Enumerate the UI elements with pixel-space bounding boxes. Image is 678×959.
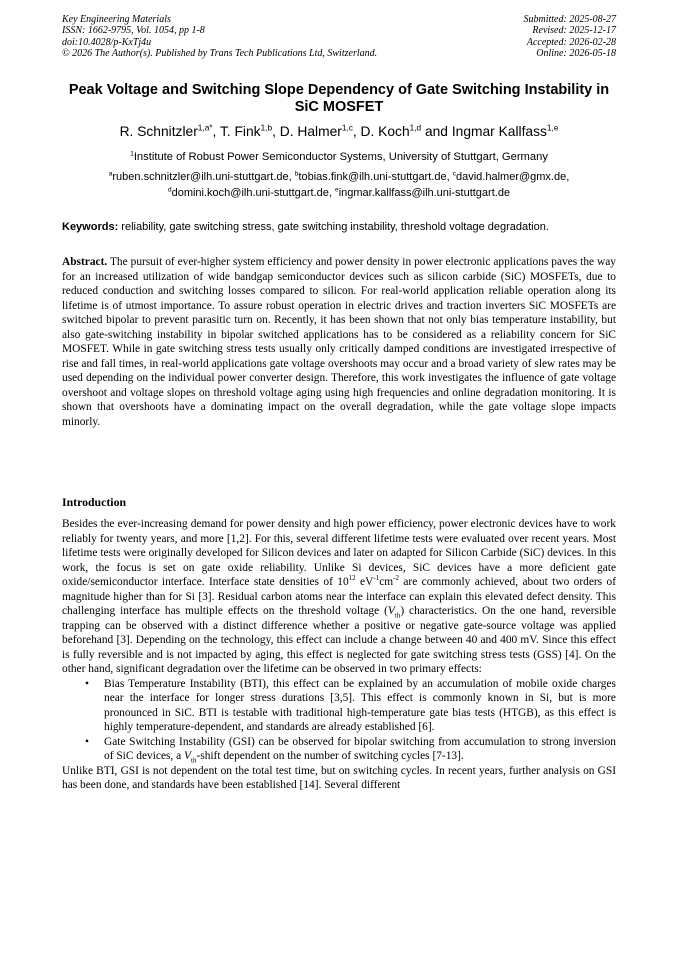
email-line: $^a$ruben.schnitzler@ilh.uni-stuttgart.de, $^b$tobias.fink@ilh.uni-stuttgart.de, $^c$david.halmer@gmx.de,: [108, 170, 570, 183]
journal-doi[interactable]: doi:10.4028/p-KxTj4u: [62, 36, 152, 48]
author-separator: ,: [272, 124, 280, 139]
list-item: [85, 677, 616, 735]
journal-copyright: © 2026 The Author(s). Published by Trans Tech Publications Ltd, Switzerland.: [62, 48, 378, 60]
introduction-body: [62, 517, 616, 793]
section-heading-introduction: Introduction: [62, 495, 127, 509]
publication-dates: [524, 14, 617, 60]
date-submitted: Submitted: 2025-08-27: [523, 14, 616, 25]
paragraph-text: Besides the ever-increasing demand for power density and high power efficiency, power electronic devices have to work reliably for twenty years, and more [1,2]. For this, several different lifetime tests were evaluated over recent years. Most lifetime tests were originally developed for Silicon devices and later on adapted for Silicon Carbide (SiC) devices. In this work, the focus is set on gate oxide reliability. Unlike Si devices, SiC devices have a more deficient gate oxide/semiconductor interface. Interface state densities of 10: [62, 518, 616, 588]
bullet-icon: •: [85, 735, 89, 748]
list-item: [85, 735, 616, 765]
abstract: [62, 255, 616, 429]
paragraph: [62, 517, 616, 677]
affiliation: [62, 150, 616, 164]
paper-title: Peak Voltage and Switching Slope Dependency of Gate Switching Instability in SiC MOSFET: [68, 82, 610, 115]
author-list: [40, 124, 638, 140]
author-separator: ,: [212, 124, 220, 139]
bullet-list: [62, 677, 616, 764]
author-separator: ,: [352, 124, 361, 139]
list-item-text: Gate Switching Instability (GSI) can be observed for bipolar switching from accumulation to strong inversion of SiC devices, a: [104, 735, 616, 762]
author-name: D. Halmer: [279, 124, 342, 139]
journal-name: Key Engineering Materials: [62, 14, 171, 25]
author-name: T. Fink: [219, 124, 261, 139]
keywords-label: Keywords:: [62, 221, 119, 233]
author-separator: and: [421, 124, 452, 139]
email-marker: a: [108, 170, 113, 178]
author-name: R. Schnitzler: [119, 124, 198, 139]
keywords: [62, 220, 622, 234]
date-online: Online: 2026-05-18: [536, 48, 616, 60]
list-item-text: -shift dependent on the number of switching cycles [7-13].: [196, 750, 464, 762]
author-name: Ingmar Kallfass: [451, 124, 547, 139]
author-affiliation-marker: 1,b: [260, 123, 273, 133]
subscript: th: [394, 611, 401, 620]
author-affiliation-marker: 1,c: [341, 123, 353, 133]
affiliation-text: Institute of Robust Power Semiconductor Systems, University of Stuttgart, Germany: [133, 151, 548, 163]
email-address[interactable]: tobias.fink@ilh.uni-stuttgart.de: [298, 171, 447, 183]
email-marker: b: [294, 170, 299, 178]
author-name: D. Koch: [360, 124, 410, 139]
superscript: -2: [393, 574, 399, 583]
email-line: $^d$domini.koch@ilh.uni-stuttgart.de, $^e$ingmar.kallfass@ilh.uni-stuttgart.de: [167, 185, 511, 199]
paragraph-text: eV: [355, 576, 374, 588]
email-marker: d: [167, 185, 172, 193]
paragraph: Unlike BTI, GSI is not dependent on the total test time, but on switching cycles. In recent years, further analysis on GSI has been done, and standards have been established [14]. Several different: [62, 764, 616, 791]
author-affiliation-marker: 1,a*: [197, 123, 213, 133]
list-item-text: Bias Temperature Instability (BTI), this effect can be explained by an accumulation of mobile oxide charges near the interface for longer stress durations [3,5]. This effect is commonly known in Si, but is more pronounced in SiC. BTI is testable with traditional high-temperature gate bias tests (HTGB), as this effect is highly temperature-dependent, and standards are already established [6].: [104, 677, 616, 733]
email-address[interactable]: david.halmer@gmx.de: [456, 171, 567, 183]
bullet-icon: •: [85, 677, 89, 690]
paragraph-text: are commonly achieved, about two orders of magnitude higher than for Si [3]. Residual carbon atoms near the interface can explain this elevated defect density. This challenging interface has multiple effects on the threshold voltage (: [62, 576, 617, 617]
affiliation-marker: 1: [130, 150, 134, 158]
email-list: [62, 170, 616, 201]
email-address[interactable]: domini.koch@ilh.uni-stuttgart.de: [171, 186, 329, 199]
email-address[interactable]: ruben.schnitzler@ilh.uni-stuttgart.de: [112, 171, 289, 183]
paragraph-text: ) characteristics. On the one hand, reversible trapping can be observed with a distinct difference whether a positive or negative gate-source voltage was applied beforehand [3]. Depending on the technology, this effect can include a change between 40 and 400 mV. Since this effect is fully reversible and is not impacted by aging, this effect is neglected for gate switching stress tests (GSS) [4]. On the other hand, significant degradation over the lifetime can be observed in two primary effects:: [62, 605, 617, 675]
superscript: -1: [373, 574, 380, 583]
abstract-text: The pursuit of ever-higher system efficiency and power density in power electronic applications paves the way for an increased utilization of wide bandgap semiconductor devices such as silicon carbide (SiC) MOSFETs, due to reduced conduction and switching losses compared to silicon. For real-world application reliable operation along its lifetime is of utmost importance. To assure robust operation in electric drives and traction inverters SiC MOSFETs are switched bipolar to prevent parasitic turn on. Recently, it has been shown that not only bias temperature instability, but also gate-switching instability in bipolar switched applications has to be considered as a reliability concern for SiC MOSFET. While in gate switching stress tests usually only critically damped conditions are investigated irrespective of rise and fall times, in real-world applications gate voltage overshoots may occur and a broad variety of slew rates may be used depending on the individual power converter design. Therefore, this work investigates the influence of gate voltage overshoot and voltage slopes on threshold voltage aging using high frequencies and online degradation monitoring. It is shown that overshoots have a dominating impact on the overall degradation, while the gate voltage slope impacts minorly.: [62, 256, 616, 428]
date-accepted: Accepted: 2026-02-28: [526, 36, 616, 48]
subscript: th: [191, 756, 197, 765]
abstract-label: Abstract.: [62, 256, 108, 268]
email-address[interactable]: ingmar.kallfass@ilh.uni-stuttgart.de: [338, 186, 511, 199]
journal-info: [62, 14, 377, 60]
symbol-v: V: [184, 750, 192, 762]
keywords-text: reliability, gate switching stress, gate switching instability, threshold voltage degradation.: [118, 221, 549, 233]
superscript: 12: [348, 574, 356, 583]
author-affiliation-marker: 1,d: [409, 123, 422, 133]
email-marker: c: [452, 170, 456, 178]
paragraph-text: cm: [379, 576, 394, 588]
date-revised: Revised: 2025-12-17: [532, 25, 616, 37]
journal-issn: ISSN: 1662-9795, Vol. 1054, pp 1-8: [62, 25, 205, 37]
symbol-v: V: [387, 605, 395, 617]
author-affiliation-marker: 1,e: [546, 123, 559, 133]
email-marker: e: [335, 185, 339, 193]
